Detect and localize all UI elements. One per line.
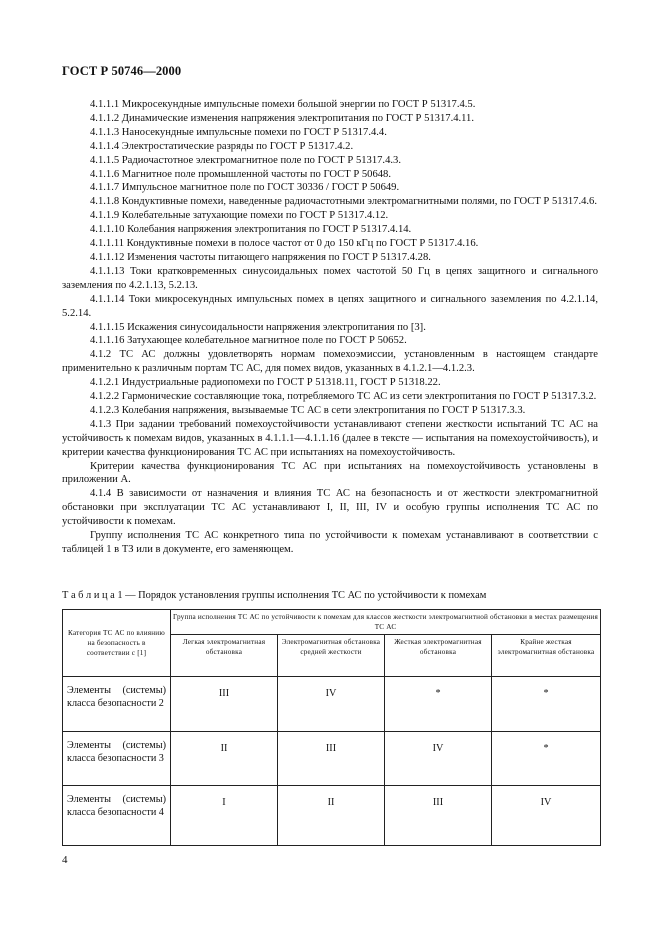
table-cell: I [171, 786, 278, 846]
paragraph: 4.1.2.3 Колебания напряжения, вызываемые ТС АС в сети электропитания по ГОСТ Р 51317.3.3. [90, 404, 526, 416]
paragraph: 4.1.1.1 Микросекундные импульсные помехи большой энергии по ГОСТ Р 51317.4.5. [90, 99, 476, 110]
col-header-hard: Жесткая электромагнитная обстановка [385, 635, 492, 677]
paragraph: 4.1.1.8 Кондуктивные помехи, наведенные радиочастотными электромагнитными полями, по ГОСТ Р 51317.4.6. [90, 196, 597, 208]
paragraph: 4.1.1.12 Изменения частоты питающего напряжения по ГОСТ Р 51317.4.28. [90, 251, 431, 263]
paragraph: 4.1.2.1 Индустриальные радиопомехи по ГОСТ Р 51318.11, ГОСТ Р 51318.22. [90, 377, 441, 389]
paragraph: 4.1.4 В зависимости от назначения и влияния ТС АС на безопасность и от жесткости электромагнитной обстановки при эксплуатации ТС АС устанавливают I, II, III, IV и особую группы исполнения ТС АС по устойчивости к помехам. [62, 488, 598, 528]
col-header-light: Легкая электромагнитная обстановка [171, 635, 278, 677]
paragraph: 4.1.2 ТС АС должны удовлетворять нормам помехоэмиссии, установленным в настоящем стандарте применительно к различным портам ТС АС, для помех видов, указанных в 4.1.2.1—4.1.2.3. [62, 349, 598, 375]
paragraph: Группу исполнения ТС АС конкретного типа по устойчивости к помехам устанавливают в соответствии с таблицей 1 в ТЗ или в документе, его заменяющем. [62, 530, 598, 555]
table-row [63, 732, 601, 786]
page-number: 4 [62, 854, 68, 866]
table-caption: Т а б л и ц а 1 — Порядок установления группы исполнения ТС АС по устойчивости к помехам [62, 590, 487, 601]
paragraph: 4.1.2.2 Гармонические составляющие тока, потребляемого ТС АС из сети электропитания по ГОСТ Р 51317.3.2. [90, 391, 597, 403]
table-row [63, 786, 601, 846]
table-row [63, 677, 601, 732]
table-cell: III [278, 732, 385, 786]
paragraph: 4.1.1.13 Токи кратковременных синусоидальных помех частотой 50 Гц в цепях защитного и сигнального заземления по 4.2.1.13, 5.2.13. [62, 265, 598, 291]
paragraph: 4.1.1.15 Искажения синусоидальности напряжения электропитания по [3]. [90, 321, 426, 333]
col-header-medium: Электромагнитная обстановка средней жесткости [278, 635, 385, 677]
paragraph: 4.1.3 При задании требований помехоустойчивости устанавливают степени жесткости испытаний ТС АС на устойчивость к помехам видов, указанных в 4.1.1.1—4.1.1.16 (далее в тексте — испытания на помехоустойчивость), и критерии качества функционирования ТС АС при испытаниях на помехоустойчивость. [62, 418, 598, 458]
document-header: ГОСТ Р 50746—2000 [62, 64, 182, 78]
table-cell: * [492, 677, 601, 732]
table-cell: * [385, 677, 492, 732]
row-label: Элементы (системы) класса безопасности 4 [63, 786, 171, 846]
col-header-extreme: Крайне жесткая электромагнитная обстановка [492, 635, 601, 677]
table-cell: * [492, 732, 601, 786]
paragraph: 4.1.1.2 Динамические изменения напряжения электропитания по ГОСТ Р 51317.4.11. [90, 112, 475, 124]
table-cell: IV [385, 732, 492, 786]
paragraph: 4.1.1.9 Колебательные затухающие помехи по ГОСТ Р 51317.4.12. [90, 210, 389, 222]
table-cell: II [171, 732, 278, 786]
table-cell: IV [492, 786, 601, 846]
paragraph: 4.1.1.6 Магнитное поле промышленной частоты по ГОСТ Р 50648. [90, 168, 391, 180]
table-header-row [63, 610, 601, 635]
table-cell: IV [278, 677, 385, 732]
col-header-group: Группа исполнения ТС АС по устойчивости к помехам для классов жесткости электромагнитной обстановки в местах размещения ТС АС [171, 610, 601, 635]
group-table [62, 609, 601, 846]
paragraph: 4.1.1.11 Кондуктивные помехи в полосе частот от 0 до 150 кГц по ГОСТ Р 51317.4.16. [90, 238, 479, 250]
paragraph: 4.1.1.16 Затухающее колебательное магнитное поле по ГОСТ Р 50652. [90, 335, 407, 347]
paragraph: Критерии качества функционирования ТС АС при испытаниях на помехоустойчивость установлены в приложении А. [62, 460, 598, 486]
paragraph: 4.1.1.7 Импульсное магнитное поле по ГОСТ 30336 / ГОСТ Р 50649. [90, 182, 400, 194]
paragraph: 4.1.1.3 Наносекундные импульсные помехи по ГОСТ Р 51317.4.4. [90, 126, 387, 138]
table-cell: III [171, 677, 278, 732]
col-header-category: Категория ТС АС по влиянию на безопасность в соответствии с [1] [63, 610, 171, 677]
table-cell: III [385, 786, 492, 846]
table-cell: II [278, 786, 385, 846]
paragraph: 4.1.1.10 Колебания напряжения электропитания по ГОСТ Р 51317.4.14. [90, 224, 412, 236]
paragraph: 4.1.1.5 Радиочастотное электромагнитное поле по ГОСТ Р 51317.4.3. [90, 154, 401, 166]
row-label: Элементы (системы) класса безопасности 3 [63, 732, 171, 786]
paragraph: 4.1.1.4 Электростатические разряды по ГОСТ Р 51317.4.2. [90, 140, 354, 152]
paragraph: 4.1.1.14 Токи микросекундных импульсных помех в цепях защитного и сигнального заземления по 4.2.1.14, 5.2.14. [62, 293, 598, 319]
row-label: Элементы (системы) класса безопасности 2 [63, 677, 171, 732]
body-text [62, 98, 598, 557]
